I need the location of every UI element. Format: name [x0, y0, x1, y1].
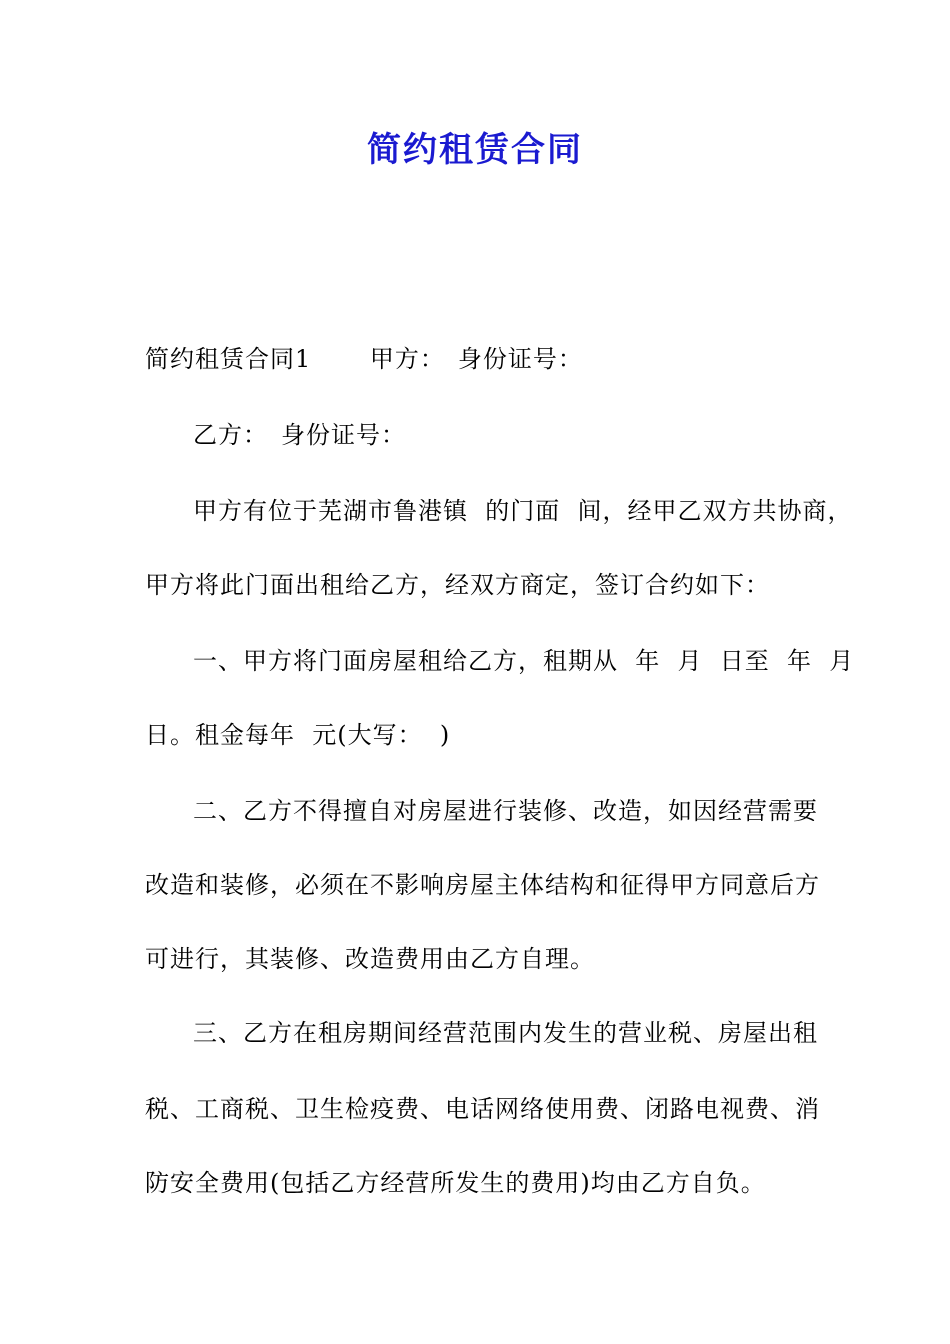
clause-3-line: 三、乙方在租房期间经营范围内发生的营业税、房屋出租: [193, 1019, 818, 1047]
paragraph-line: 甲方将此门面出租给乙方，经双方商定，签订合约如下：: [145, 571, 770, 599]
contract-header-line: 简约租赁合同1 甲方： 身份证号：: [145, 345, 583, 373]
paragraph-line: 甲方有位于芜湖市鲁港镇 的门面 间，经甲乙双方共协商，: [193, 497, 853, 525]
clause-1-line: 一、甲方将门面房屋租给乙方，租期从 年 月 日至 年 月: [193, 647, 855, 675]
document-title: 简约租赁合同: [367, 130, 583, 170]
clause-1-line: 日。租金每年 元(大写： ): [145, 721, 451, 749]
clause-2-line: 可进行，其装修、改造费用由乙方自理。: [145, 945, 595, 973]
clause-2-line: 二、乙方不得擅自对房屋进行装修、改造，如因经营需要: [193, 797, 818, 825]
party-b-line: 乙方： 身份证号：: [193, 421, 406, 449]
clause-2-line: 改造和装修，必须在不影响房屋主体结构和征得甲方同意后方: [145, 871, 820, 899]
clause-3-line: 税、工商税、卫生检疫费、电话网络使用费、闭路电视费、消: [145, 1095, 820, 1123]
clause-3-line: 防安全费用(包括乙方经营所发生的费用)均由乙方自负。: [145, 1169, 766, 1197]
